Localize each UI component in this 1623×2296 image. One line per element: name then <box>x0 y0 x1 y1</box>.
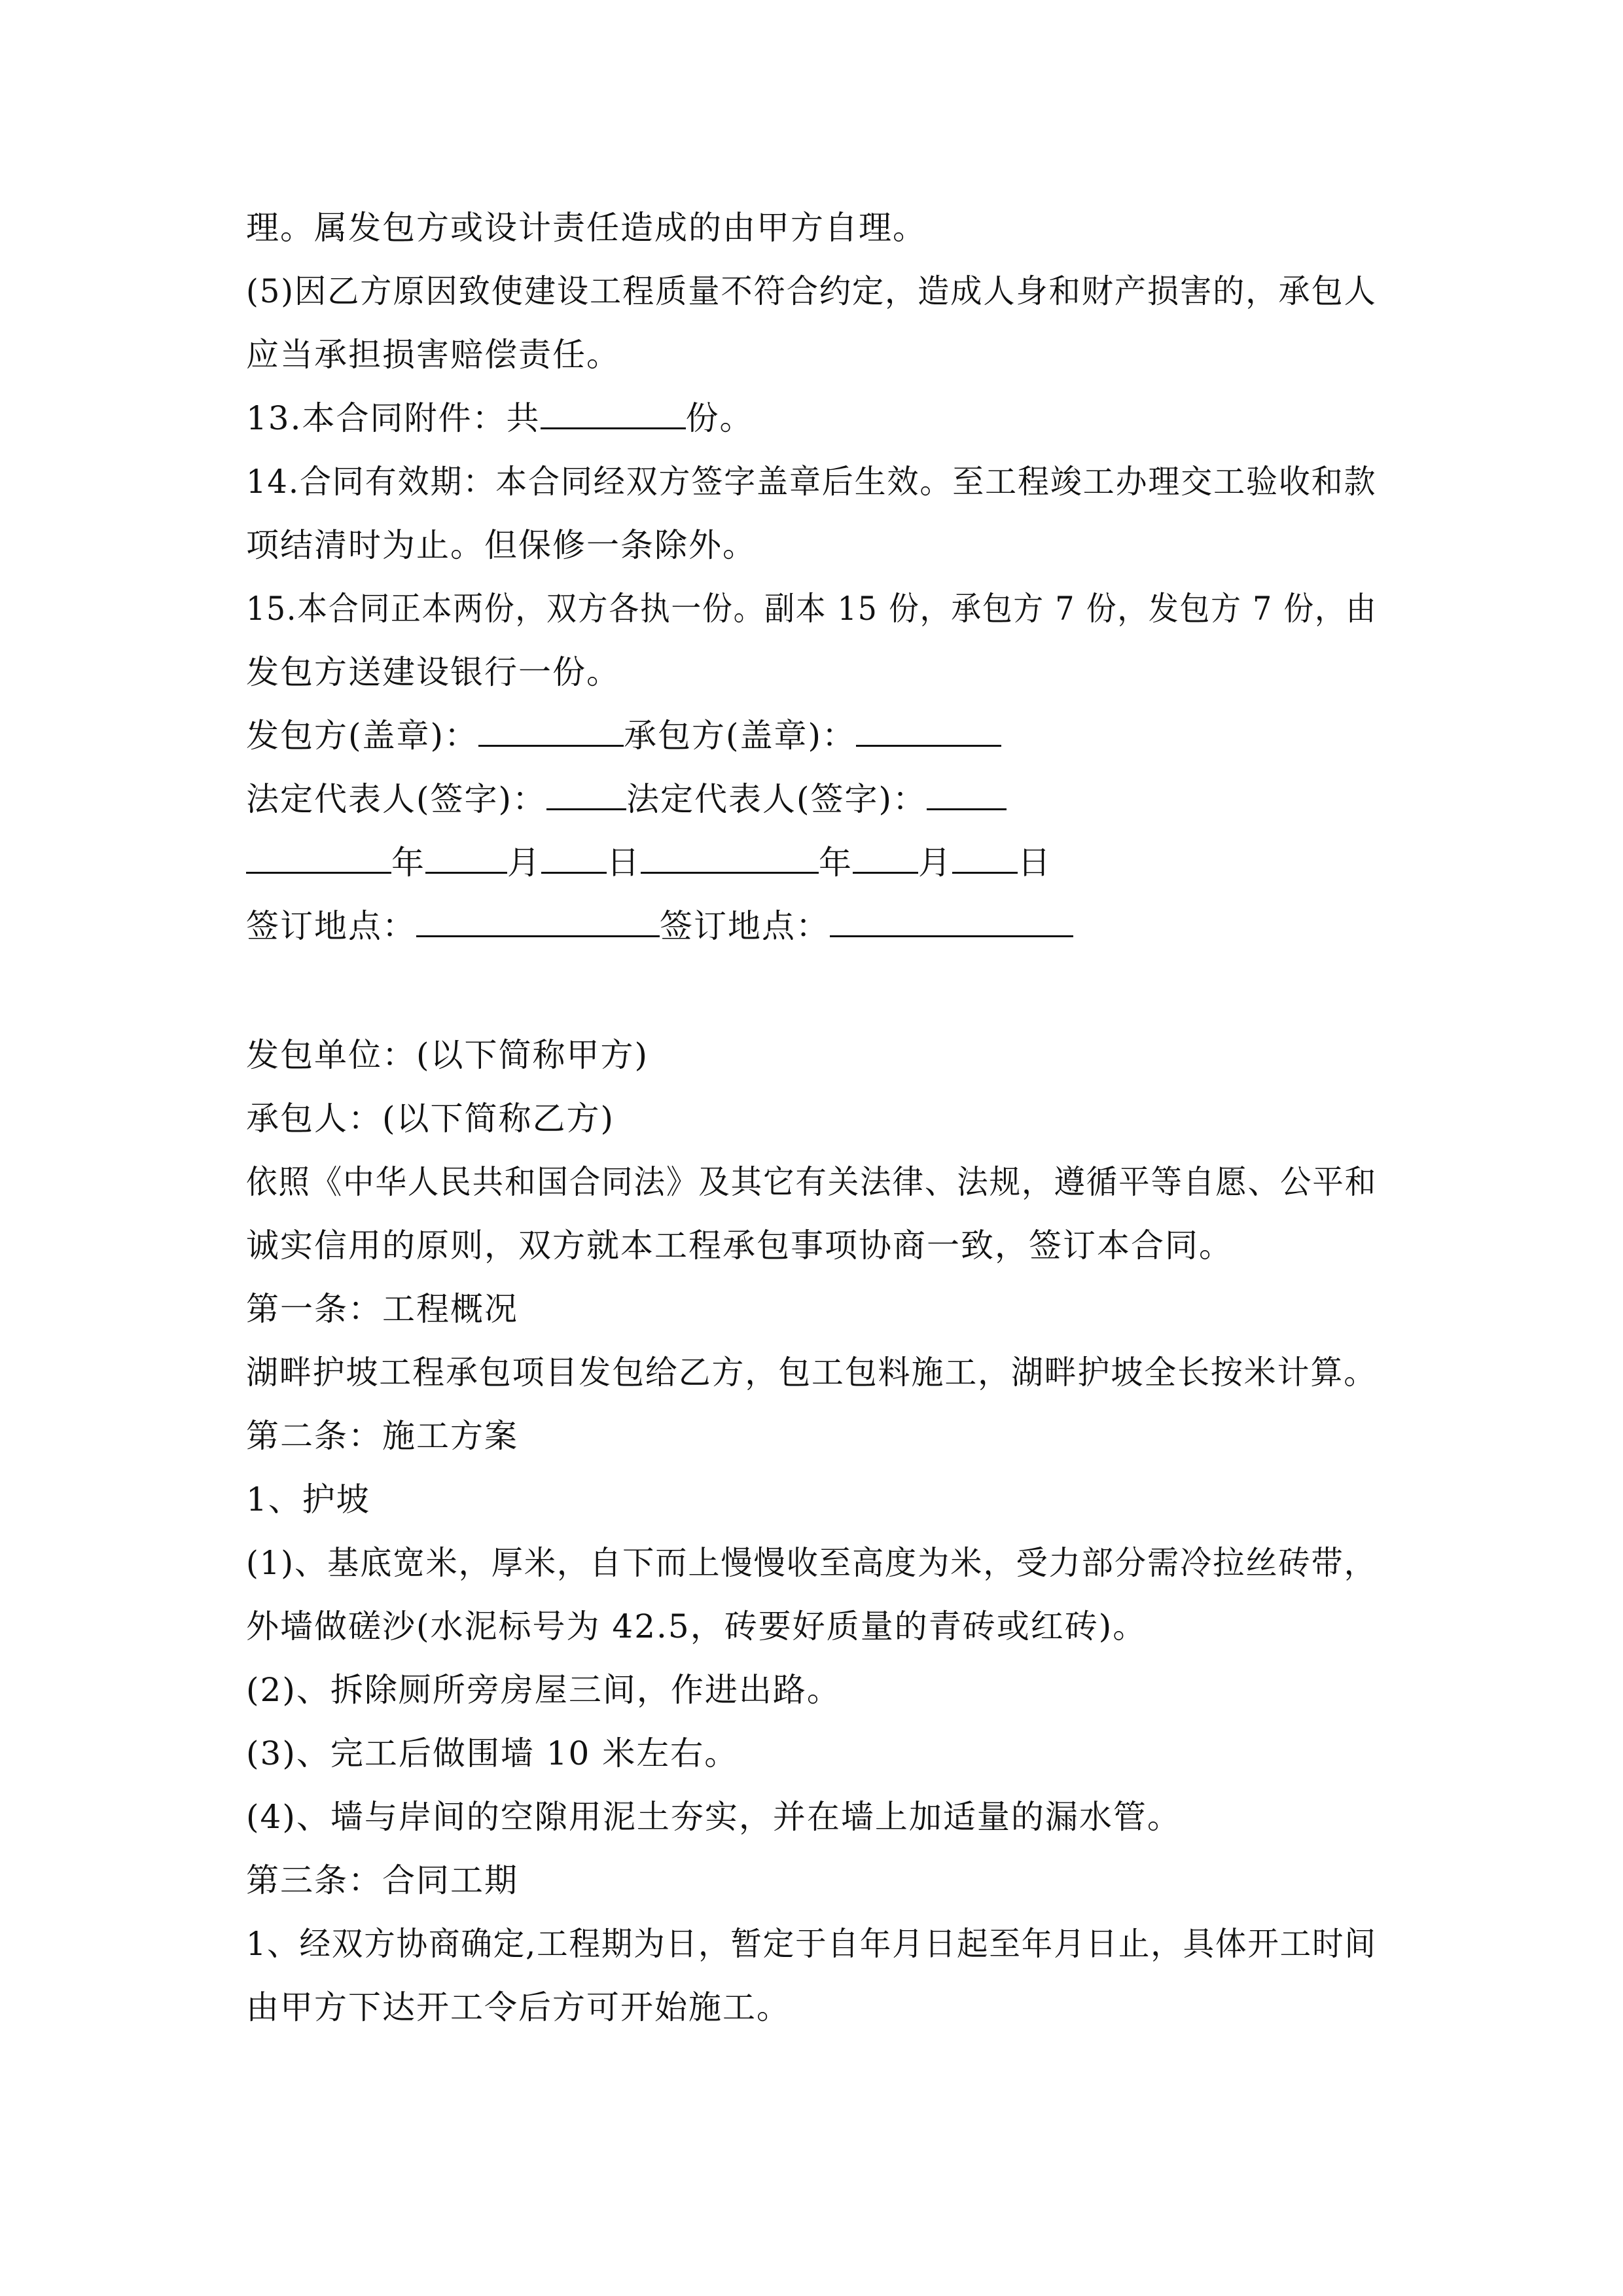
text-line: 诚实信用的原则，双方就本工程承包事项协商一致，签订本合同。 <box>246 1227 1233 1265</box>
seal-line <box>246 716 1001 755</box>
employer-seal-label: 发包方(盖章)： <box>246 717 479 755</box>
month-label: 月 <box>507 844 541 882</box>
section-heading: 第三条：合同工期 <box>246 1861 518 1899</box>
employer-seal-blank[interactable] <box>478 716 624 747</box>
day-label: 日 <box>1018 844 1052 882</box>
text-line: 1、经双方协商确定,工程期为日，暂定于自年月日起至年月日止，具体开工时间 <box>246 1925 1377 1963</box>
section-heading: 第一条：工程概况 <box>246 1290 518 1328</box>
text-line: 依照《中华人民共和国合同法》及其它有关法律、法规，遵循平等自愿、公平和 <box>246 1163 1378 1201</box>
text-line: 承包人：(以下简称乙方) <box>246 1100 615 1138</box>
employer-rep-blank[interactable] <box>546 780 626 810</box>
text-line: 1、护坡 <box>246 1480 370 1518</box>
text-line: 项结清时为止。但保修一条除外。 <box>246 526 757 564</box>
location-line <box>246 906 1073 946</box>
employer-location-blank[interactable] <box>416 906 660 937</box>
month-label: 月 <box>918 844 952 882</box>
text-line: 外墙做磋沙(水泥标号为 42.5，砖要好质量的青砖或红砖)。 <box>246 1607 1147 1645</box>
text-line: 湖畔护坡工程承包项目发包给乙方，包工包料施工，湖畔护坡全长按米计算。 <box>246 1354 1378 1391</box>
contractor-seal-label: 承包方(盖章)： <box>624 717 857 755</box>
contractor-location-blank[interactable] <box>830 906 1073 937</box>
contractor-rep-label: 法定代表人(签字)： <box>626 780 927 818</box>
year-blank[interactable] <box>641 843 819 874</box>
text-line: (4)、墙与岸间的空隙用泥土夯实，并在墙上加适量的漏水管。 <box>246 1798 1181 1836</box>
text-line: 15.本合同正本两份，双方各执一份。副本 15 份，承包方 7 份，发包方 7 份，由 <box>246 590 1378 628</box>
contractor-location-label: 签订地点： <box>660 907 830 945</box>
year-label: 年 <box>819 844 853 882</box>
signature-line <box>246 780 1007 819</box>
year-label: 年 <box>391 844 425 882</box>
text-line: (3)、完工后做围墙 10 米左右。 <box>246 1734 739 1772</box>
day-label: 日 <box>607 844 641 882</box>
employer-rep-label: 法定代表人(签字)： <box>246 780 547 818</box>
section-heading: 第二条：施工方案 <box>246 1417 518 1455</box>
month-blank[interactable] <box>425 843 507 874</box>
day-blank[interactable] <box>541 843 607 874</box>
text-line: 理。属发包方或设计责任造成的由甲方自理。 <box>246 209 927 247</box>
month-blank[interactable] <box>853 843 918 874</box>
attachment-unit: 份。 <box>685 399 754 437</box>
text-line: (1)、基底宽米，厚米，自下而上慢慢收至高度为米，受力部分需冷拉丝砖带， <box>246 1544 1377 1582</box>
text-line: (5)因乙方原因致使建设工程质量不符合约定，造成人身和财产损害的，承包人 <box>246 272 1377 310</box>
employer-location-label: 签订地点： <box>246 907 416 945</box>
year-blank[interactable] <box>246 843 391 874</box>
text-line: 由甲方下达开工令后方可开始施工。 <box>246 1988 791 2026</box>
text-line: 应当承担损害赔偿责任。 <box>246 336 620 374</box>
contractor-seal-blank[interactable] <box>856 716 1001 747</box>
text-line: 发包单位：(以下简称甲方) <box>246 1036 649 1074</box>
text-line: 14.合同有效期：本合同经双方签字盖章后生效。至工程竣工办理交工验收和款 <box>246 463 1377 501</box>
day-blank[interactable] <box>952 843 1018 874</box>
text-line: 发包方送建设银行一份。 <box>246 653 620 691</box>
attachment-line <box>246 399 754 438</box>
attachment-count-blank[interactable] <box>541 399 686 429</box>
date-line <box>246 843 1052 882</box>
text-line: (2)、拆除厕所旁房屋三间，作进出路。 <box>246 1671 841 1709</box>
attachment-label: 13.本合同附件：共 <box>246 399 541 437</box>
contractor-rep-blank[interactable] <box>927 780 1007 810</box>
